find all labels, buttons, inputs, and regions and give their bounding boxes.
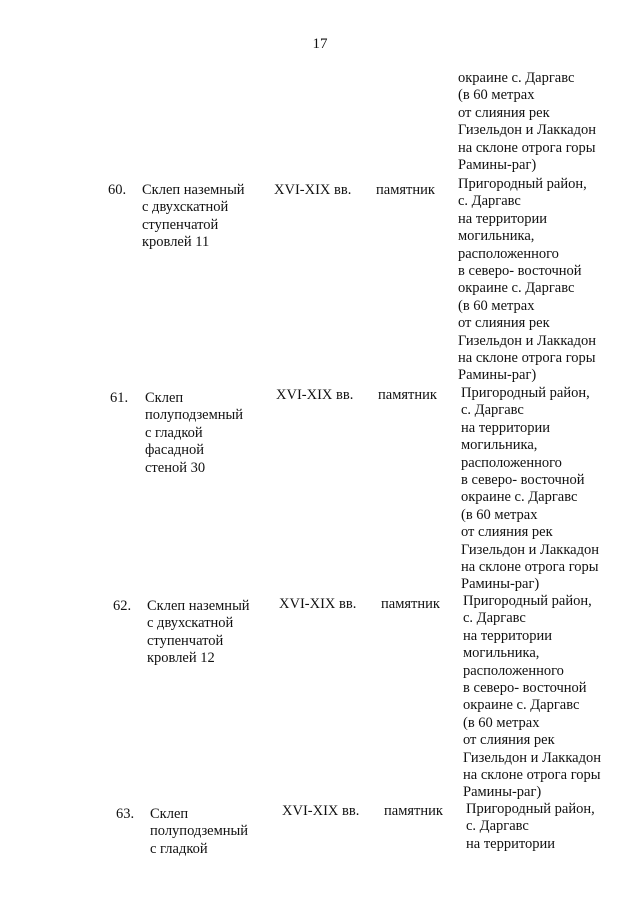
location-line: Гизельдон и Лаккадон	[458, 122, 596, 139]
location-line: окраине с. Даргавс	[458, 280, 575, 297]
period: XVI-XIX вв.	[279, 596, 357, 612]
location-line: Пригородный район,	[461, 385, 590, 401]
location-line: в северо- восточной	[463, 679, 587, 696]
object-name	[150, 806, 248, 858]
name-line: кровлей 11	[142, 234, 210, 251]
location-line: в северо- восточной	[458, 262, 582, 279]
name-line: с двухскатной	[142, 199, 229, 216]
location-line: на территории	[463, 627, 553, 644]
location-line: Рамины-раг)	[461, 576, 540, 593]
location-line: от слияния рек	[461, 524, 553, 541]
continuation-location	[458, 70, 596, 174]
location-line: с. Даргавс	[466, 818, 529, 835]
object-name	[147, 598, 250, 668]
location-line: Пригородный район,	[466, 801, 595, 817]
location-line: на склоне отрога горы	[461, 558, 599, 575]
location	[466, 801, 595, 853]
period: XVI-XIX вв.	[274, 182, 352, 198]
location-line: окраине с. Даргавс	[461, 489, 578, 506]
location	[463, 593, 601, 802]
row-number: 60.	[108, 182, 127, 198]
location-line: Гизельдон и Лаккадон	[458, 332, 596, 349]
location-line: окраине с. Даргавс	[458, 70, 575, 86]
location-line: расположенного	[461, 454, 562, 471]
location-line: окраине с. Даргавс	[463, 697, 580, 714]
location-line: на территории	[458, 210, 548, 227]
row-number: 62.	[113, 598, 132, 614]
category: памятник	[376, 182, 435, 198]
name-line: стеной 30	[145, 459, 206, 476]
location-line: (в 60 метрах	[458, 87, 535, 104]
name-line: с двухскатной	[147, 615, 234, 632]
location-line: от слияния рек	[458, 315, 550, 332]
location-line: на территории	[466, 835, 556, 852]
location	[461, 385, 599, 594]
row-number: 63.	[116, 806, 135, 822]
location-line: на территории	[461, 419, 551, 436]
location-line: (в 60 метрах	[458, 297, 535, 314]
location-line: расположенного	[463, 662, 564, 679]
location-line: могильника,	[463, 645, 540, 662]
page-number: 17	[312, 36, 328, 52]
category: памятник	[384, 803, 443, 819]
period: XVI-XIX вв.	[282, 803, 360, 819]
name-line: ступенчатой	[142, 216, 219, 233]
category: памятник	[378, 387, 437, 403]
row-number: 61.	[110, 390, 129, 406]
location-line: Рамины-раг)	[458, 367, 537, 384]
object-name	[142, 182, 245, 252]
location-line: (в 60 метрах	[461, 506, 538, 523]
name-line: кровлей 12	[147, 650, 215, 667]
location-line: от слияния рек	[458, 104, 550, 121]
location-line: от слияния рек	[463, 732, 555, 749]
name-line: полуподземный	[150, 823, 249, 840]
location-line: в северо- восточной	[461, 471, 585, 488]
location-line: расположенного	[458, 245, 559, 262]
location-line: Пригородный район,	[458, 176, 587, 192]
name-line: Склеп наземный	[147, 598, 250, 614]
location-line: с. Даргавс	[463, 610, 526, 627]
name-line: Склеп	[150, 806, 189, 822]
name-line: с гладкой	[150, 840, 208, 857]
location-line: Гизельдон и Лаккадон	[463, 749, 601, 766]
location-line: на склоне отрога горы	[458, 349, 596, 366]
location-line: с. Даргавс	[461, 402, 524, 419]
location-line: Рамины-раг)	[458, 156, 537, 173]
location-line: (в 60 метрах	[463, 714, 540, 731]
category: памятник	[381, 596, 440, 612]
period: XVI-XIX вв.	[276, 387, 354, 403]
name-line: Склеп наземный	[142, 182, 245, 198]
location-line: на склоне отрога горы	[458, 139, 596, 156]
name-line: фасадной	[145, 442, 205, 459]
location-line: Пригородный район,	[463, 593, 592, 609]
location-line: могильника,	[458, 228, 535, 245]
location-line: на склоне отрога горы	[463, 766, 601, 783]
name-line: с гладкой	[145, 424, 203, 441]
name-line: полуподземный	[145, 407, 244, 424]
location-line: могильника,	[461, 437, 538, 454]
location-line: с. Даргавс	[458, 193, 521, 210]
location	[458, 176, 596, 385]
object-name	[145, 390, 243, 477]
name-line: ступенчатой	[147, 632, 224, 649]
location-line: Гизельдон и Лаккадон	[461, 541, 599, 558]
location-line: Рамины-раг)	[463, 784, 542, 801]
name-line: Склеп	[145, 390, 184, 406]
